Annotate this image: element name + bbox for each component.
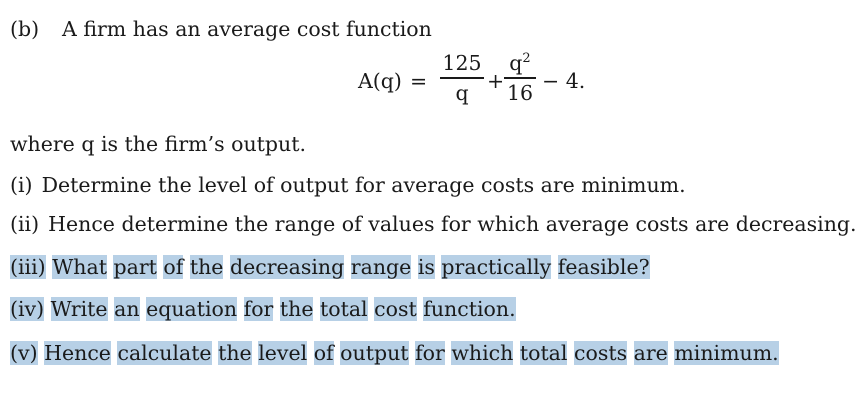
question-label: (v)	[10, 341, 38, 365]
question-text: What part of the decreasing range is practically feasible?	[52, 255, 650, 279]
question-label: (ii)	[10, 212, 40, 236]
question-iv	[10, 296, 516, 322]
question-label: (iii)	[10, 255, 46, 279]
fraction-numerator	[504, 50, 536, 76]
fraction-125-over-q	[440, 50, 484, 106]
fraction-bar	[440, 77, 484, 79]
fraction-bar	[504, 77, 536, 79]
question-text: Hence determine the range of values for which average costs are decreasing.	[48, 212, 857, 236]
question-i	[10, 172, 686, 198]
question-iii	[10, 254, 650, 280]
question-v	[10, 340, 779, 366]
numerator-base: q	[509, 51, 523, 75]
part-label: (b)	[10, 17, 40, 41]
formula-tail: − 4.	[542, 69, 586, 93]
part-intro-text: A firm has an average cost function	[62, 17, 432, 41]
question-ii	[10, 211, 857, 237]
formula-equals: =	[410, 69, 428, 93]
question-header	[10, 16, 432, 42]
fraction-numerator: 125	[442, 51, 482, 75]
question-text: Hence calculate the level of output for which total costs are minimum.	[44, 341, 779, 365]
question-label: (i)	[10, 173, 33, 197]
question-label: (iv)	[10, 297, 45, 321]
formula-lhs: A(q)	[358, 69, 402, 93]
numerator-exponent: 2	[522, 51, 531, 66]
fraction-q-squared-over-16	[504, 50, 536, 106]
question-text: Determine the level of output for average costs are minimum.	[41, 173, 686, 197]
fraction-denominator: q	[455, 80, 469, 105]
fraction-denominator: 16	[506, 80, 534, 105]
where-text: where q is the firm’s output.	[10, 132, 306, 156]
question-text: Write an equation for the total cost function.	[50, 297, 516, 321]
formula-plus: +	[487, 69, 505, 93]
